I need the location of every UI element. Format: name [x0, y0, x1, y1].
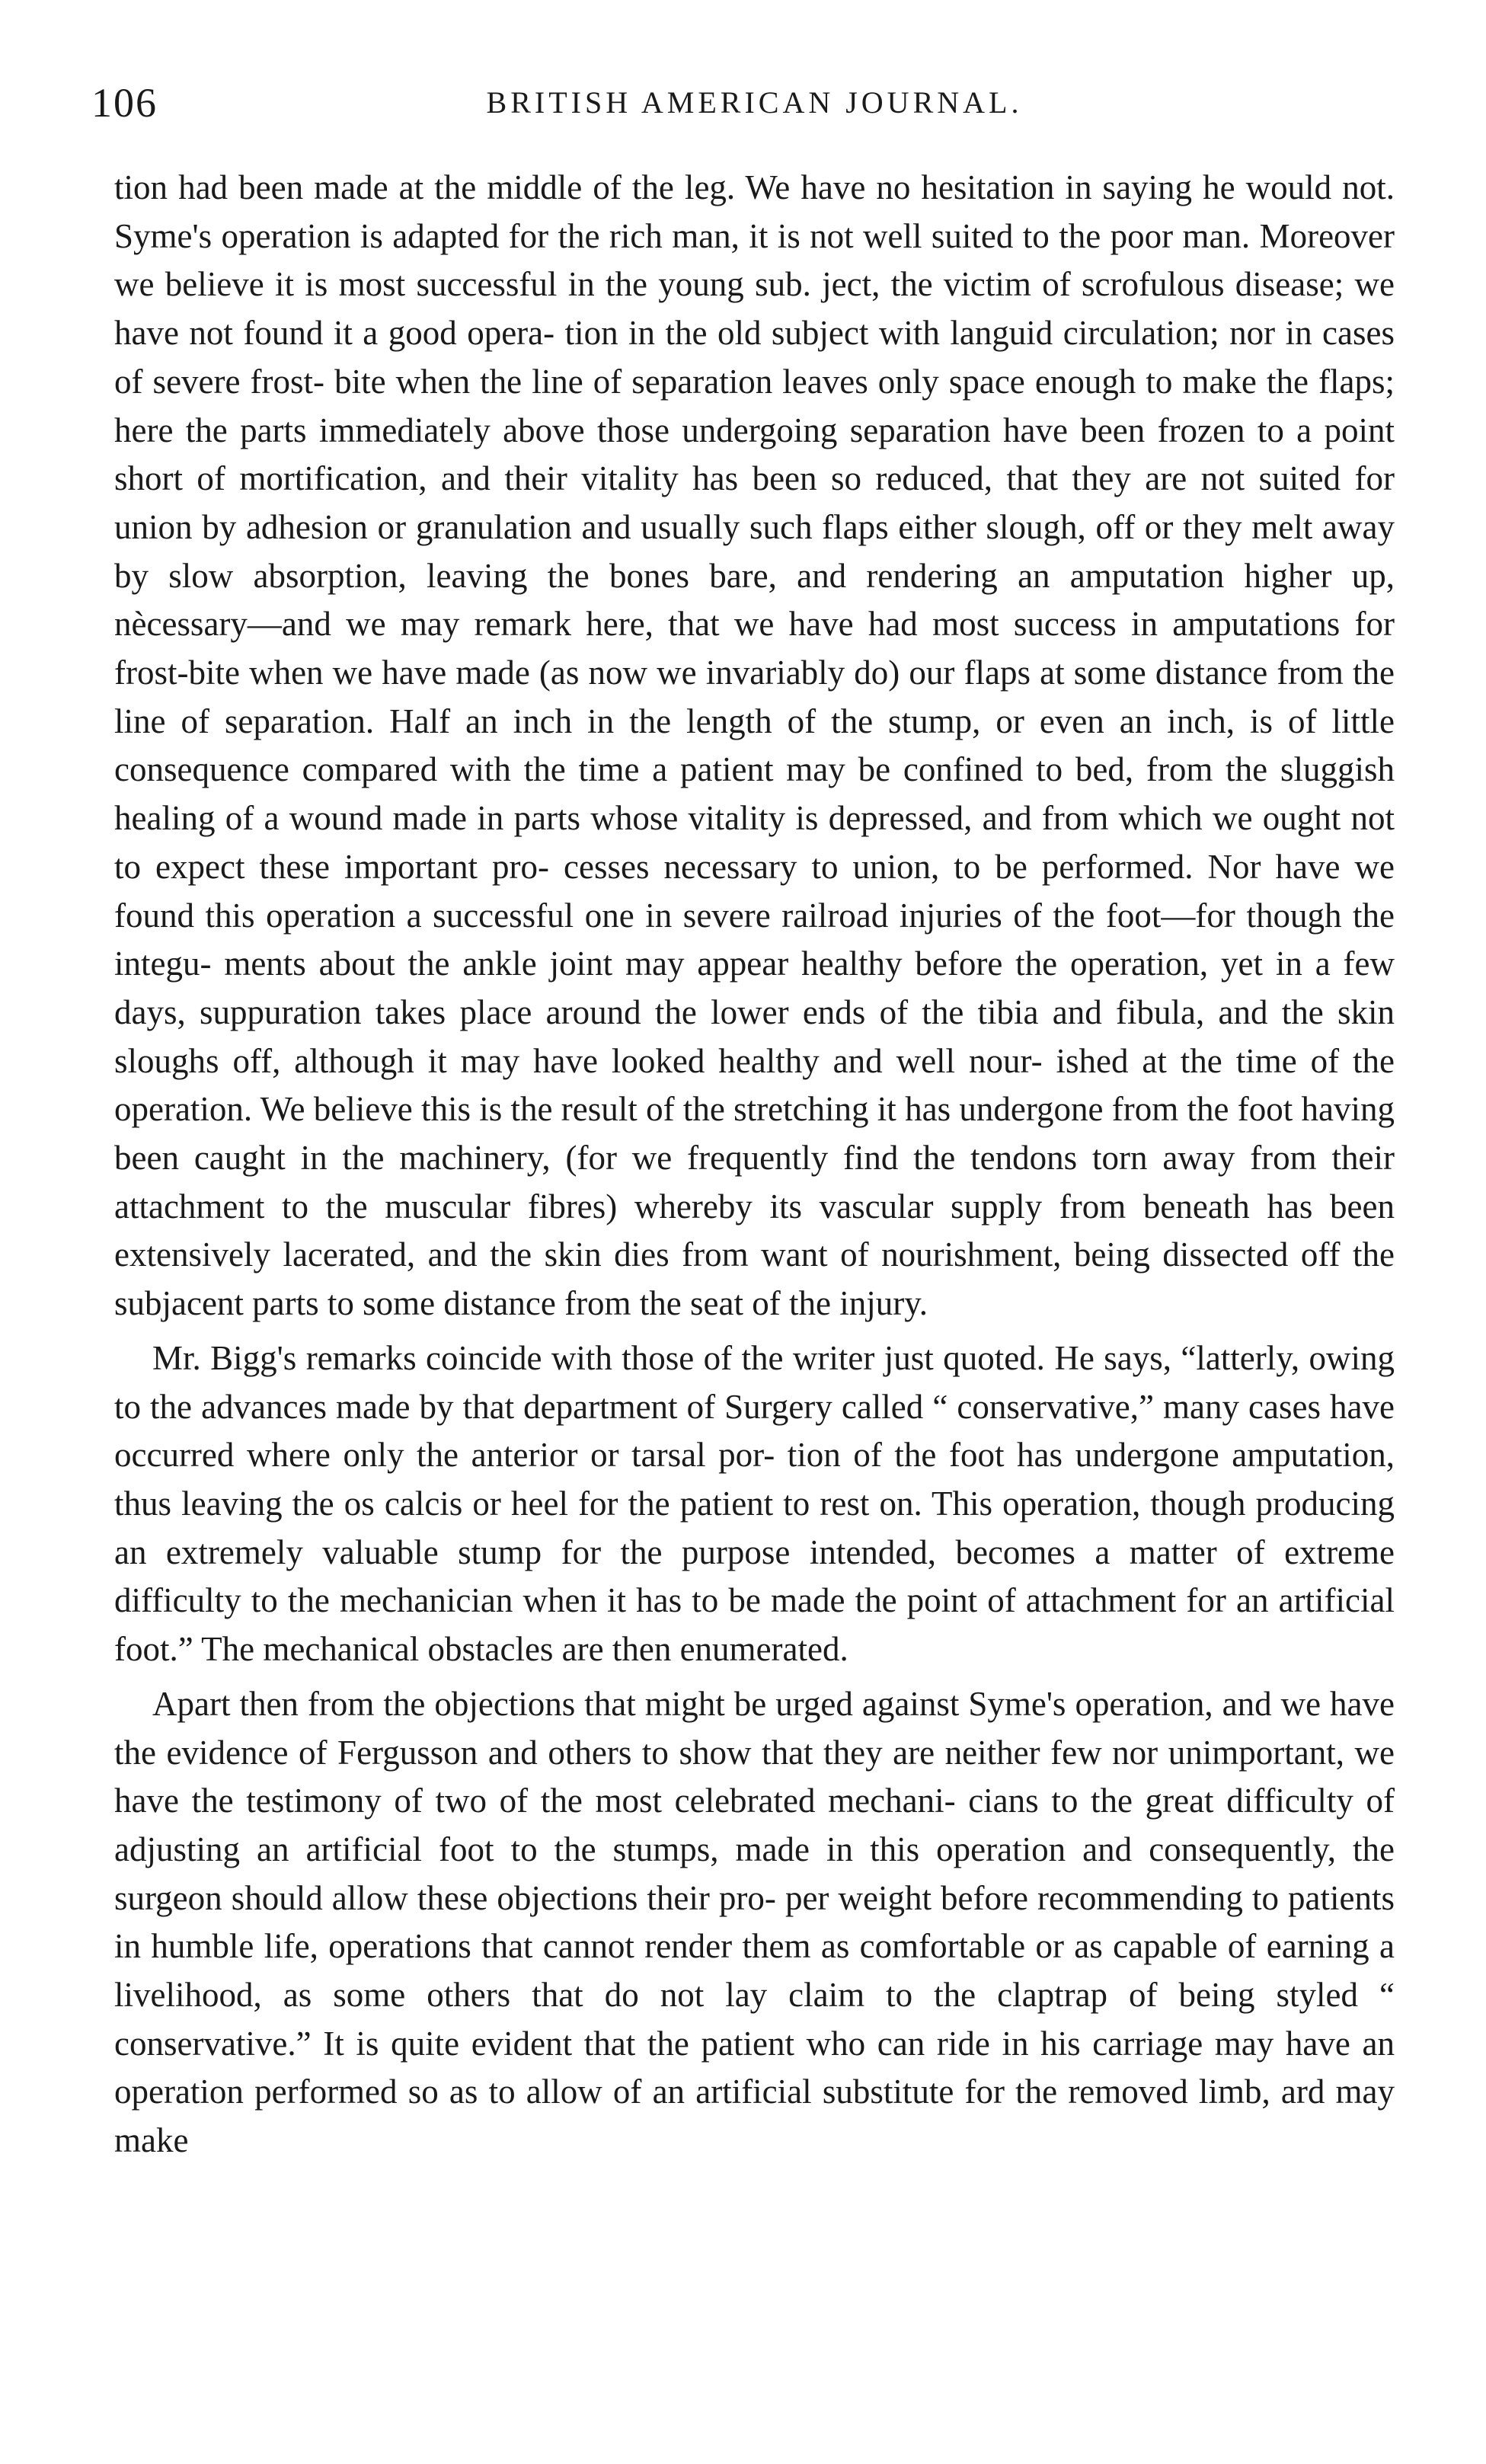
- page-number: 106: [91, 80, 158, 126]
- paragraph-bigg-remarks: Mr. Bigg's remarks coincide with those of the writer just quoted. He says, “latterly, owing to the advances made by that department of Surgery called “ conservative,” many cases have occurred where only the anterior or tarsal por- tion of the foot has undergone amputation, thus leaving the os calcis or heel for the patient to rest on. This operation, though producing an extremely valuable stump for the purpose intended, becomes a matter of extreme difficulty to the mechanician when it has to be made the point of attachment for an artificial foot.” The mechanical obstacles are then enumerated.: [114, 1338, 1395, 1669]
- article-body: [114, 164, 1395, 2165]
- journal-title: BRITISH AMERICAN JOURNAL.: [486, 85, 1023, 120]
- paragraph-objections: Apart then from the objections that might be urged against Syme's operation, and we have the evidence of Fergusson and others to show that they are neither few nor unimportant, we have the testimony of two of the most celebrated mechani- cians to the great difficulty of adjusting an artificial foot to the stumps, made in this operation and consequently, the surgeon should allow these objections their pro- per weight before recommending to patients in humble life, operations that cannot render them as comfortable or as capable of earning a livelihood, as some others that do not lay claim to the claptrap of being styled “ conservative.” It is quite evident that the patient who can ride in his carriage may have an operation performed so as to allow of an artificial substitute for the removed limb, ard may make: [114, 1684, 1395, 2160]
- paragraph-continued: tion had been made at the middle of the leg. We have no hesitation in saying he would not. Syme's operation is adapted for the rich man, it is not well suited to the poor man. Moreover we believe it is most successful in the young sub. ject, the victim of scrofulous disease; we have not found it a good opera- tion in the old subject with languid circulation; nor in cases of severe frost- bite when the line of separation leaves only space enough to make the flaps; here the parts immediately above those undergoing separation have been frozen to a point short of mortification, and their vitality has been so reduced, that they are not suited for union by adhesion or granulation and usually such flaps either slough, off or they melt away by slow absorption, leaving the bones bare, and rendering an amputation higher up, nècessary—and we may remark here, that we have had most success in amputations for frost-bite when we have made (as now we invariably do) our flaps at some distance from the line of separation. Half an inch in the length of the stump, or even an inch, is of little consequence compared with the time a patient may be confined to bed, from the sluggish healing of a wound made in parts whose vitality is depressed, and from which we ought not to expect these important pro- cesses necessary to union, to be performed. Nor have we found this operation a successful one in severe railroad injuries of the foot—for though the integu- ments about the ankle joint may appear healthy before the operation, yet in a few days, suppuration takes place around the lower ends of the tibia and fibula, and the skin sloughs off, although it may have looked healthy and well nour- ished at the time of the operation. We believe this is the result of the stretching it has undergone from the foot having been caught in the machinery, (for we frequently find the tendons torn away from their attachment to the muscular fibres) whereby its vascular supply from beneath has been extensively lacerated, and the skin dies from want of nourishment, being dissected off the subjacent parts to some distance from the seat of the injury.: [114, 168, 1395, 1323]
- running-head: [91, 72, 1395, 133]
